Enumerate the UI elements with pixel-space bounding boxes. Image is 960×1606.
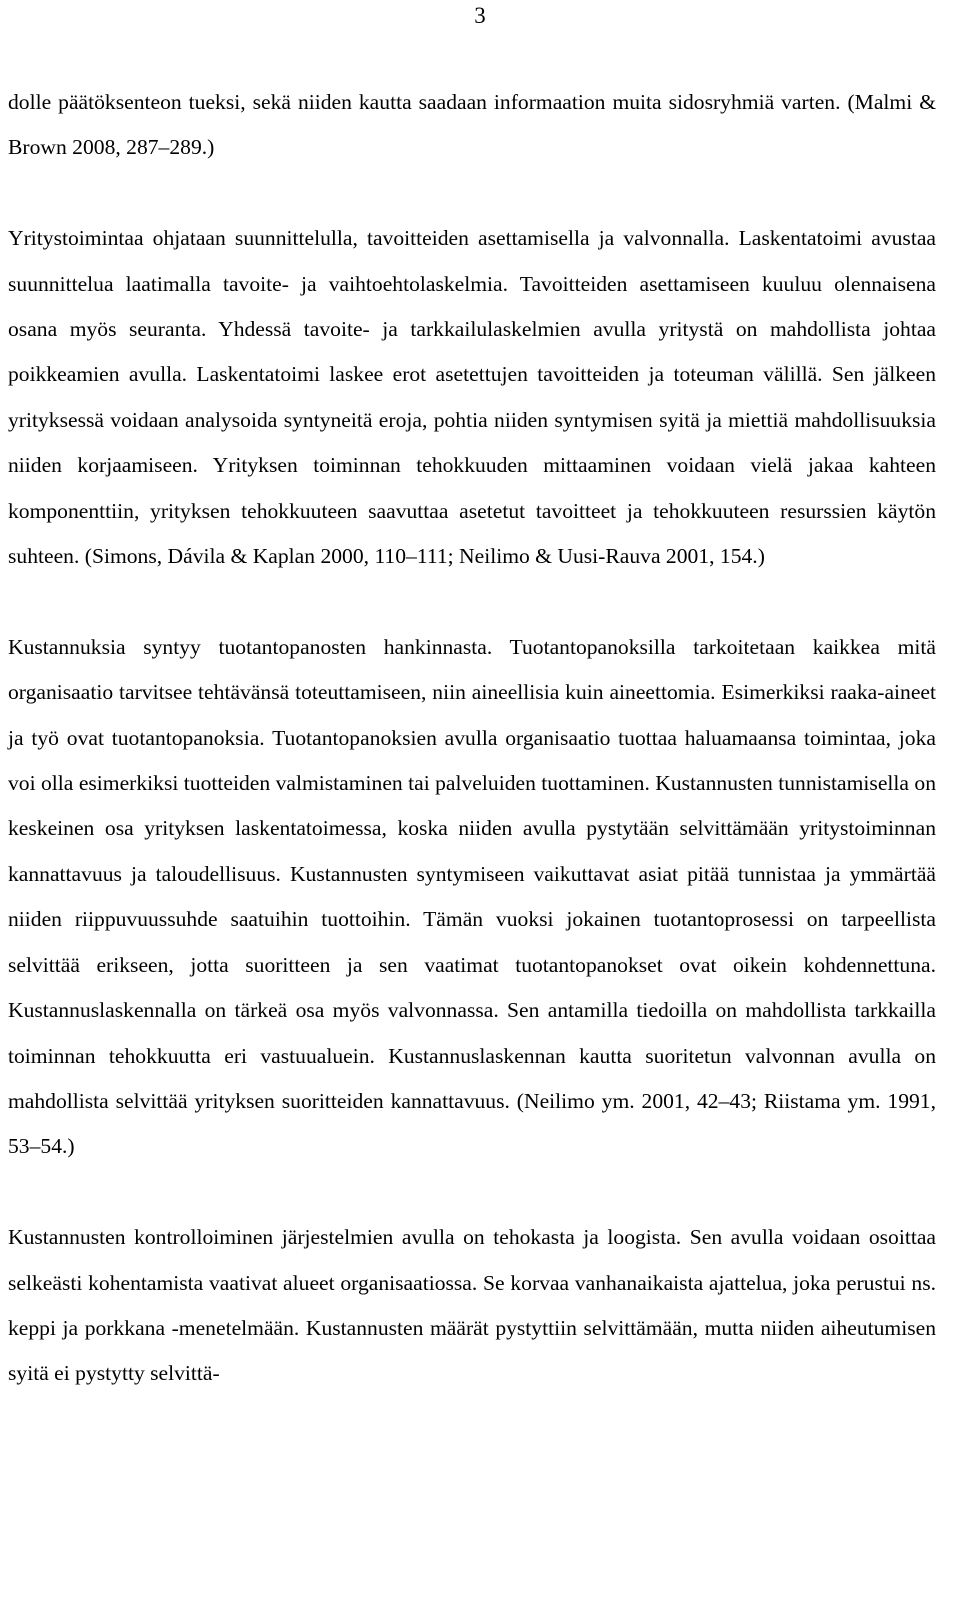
paragraph-4: Kustannusten kontrolloiminen järjestelmien avulla on tehokasta ja loogista. Sen avulla voidaan osoittaa selkeästi kohentamista vaativat alueet organisaatiossa. Se korvaa vanhanaikaista ajattelua, joka perustui ns. keppi ja porkkana -menetelmään. Kustannusten määrät pystyttiin selvittämään, mutta niiden aiheutumisen syitä ei pystytty selvittä- [8,1225,936,1386]
body-text [8,80,936,1397]
paragraph-1: dolle päätöksenteon tueksi, sekä niiden kautta saadaan informaation muita sidosryhmiä varten. (Malmi & Brown 2008, 287–289.) [8,90,936,160]
paragraph-2: Yritystoimintaa ohjataan suunnittelulla, tavoitteiden asettamisella ja valvonnalla. Laskentatoimi avustaa suunnittelua laatimalla tavoite- ja vaihtoehtolaskelmia. Tavoitteiden asettamiseen kuuluu olennaisena osana myös seuranta. Yhdessä tavoite- ja tarkkailulaskelmien avulla yritystä on mahdollista johtaa poikkeamien avulla. Laskentatoimi laskee erot asetettujen tavoitteiden ja toteuman välillä. Sen jälkeen yrityksessä voidaan analysoida syntyneitä eroja, pohtia niiden syntymisen syitä ja miettiä mahdollisuuksia niiden korjaamiseen. Yrityksen toiminnan tehokkuuden mittaaminen voidaan vielä jakaa kahteen komponenttiin, yrityksen tehokkuuteen saavuttaa asetetut tavoitteet ja tehokkuuteen resurssien käytön suhteen. (Simons, Dávila & Kaplan 2000, 110–111; Neilimo & Uusi-Rauva 2001, 154.) [8,226,936,569]
paragraph-3: Kustannuksia syntyy tuotantopanosten hankinnasta. Tuotantopanoksilla tarkoitetaan kaikkea mitä organisaatio tarvitsee tehtävänsä toteuttamiseen, niin aineellisia kuin aineettomia. Esimerkiksi raaka-aineet ja työ ovat tuotantopanoksia. Tuotantopanoksien avulla organisaatio tuottaa haluamaansa toimintaa, joka voi olla esimerkiksi tuotteiden valmistaminen tai palveluiden tuottaminen. Kustannusten tunnistamisella on keskeinen osa yrityksen laskentatoimessa, koska niiden avulla pystytään selvittämään yritystoiminnan kannattavuus ja taloudellisuus. Kustannusten syntymiseen vaikuttavat asiat pitää tunnistaa ja ymmärtää niiden riippuvuussuhde saatuihin tuottoihin. Tämän vuoksi jokainen tuotantoprosessi on tarpeellista selvittää erikseen, jotta suoritteen ja sen vaatimat tuotantopanokset ovat oikein kohdennettuna. Kustannuslaskennalla on tärkeä osa myös valvonnassa. Sen antamilla tiedoilla on mahdollista tarkkailla toiminnan tehokkuutta eri vastuualuein. Kustannuslaskennan kautta suoritetun valvonnan avulla on mahdollista selvittää yrityksen suoritteiden kannattavuus. (Neilimo ym. 2001, 42–43; Riistama ym. 1991, 53–54.) [8,634,936,1159]
page-number: 3 [474,3,486,28]
